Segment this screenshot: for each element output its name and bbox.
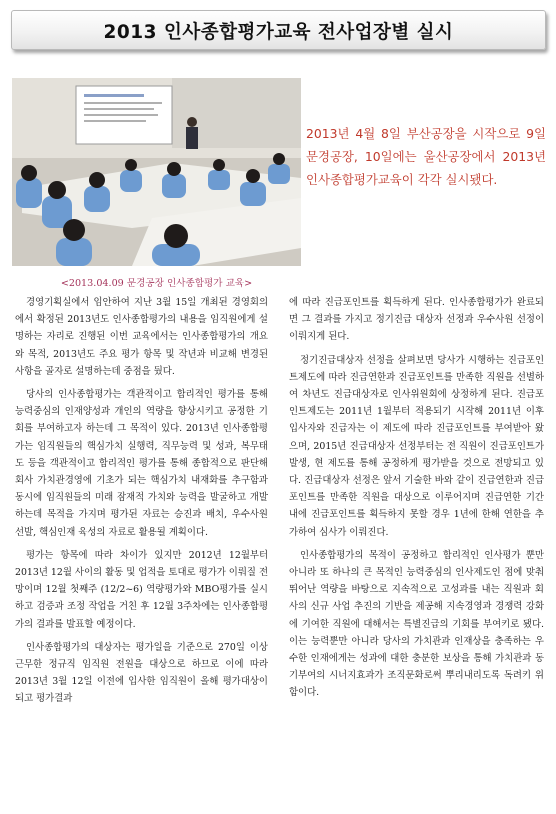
title-banner bbox=[11, 10, 546, 50]
article-paragraph: 정기진급대상자 선정을 살펴보면 당사가 시행하는 진급포인트제도에 따라 진급연한과 진급포인트를 만족한 직원을 선별하여 차년도 진급대상자로 인사위원회에 상정하게 된다. 진급포인트제도는 2011년 1월부터 적용되기 시작해 2011년 이후 입사자와 진급자는 이 제도에 따라 진급포인트를 부여받아 왔으며, 2015년 진급대상자 선정부터는 전 직원이 진급포인트가 발생, 현 제도를 통해 공정하게 평가받을 것으로 전망되고 있다. 진급대상자 선정은 앞서 기술한 바와 같이 진급연한과 진급포인트를 만족한 직원을 대상으로 이루어지며 진급연한 기간 내에 진급포인트를 획득하지 못할 경우 1년에 한해 연한을 추가하여 심사가 이뤄진다. bbox=[289, 354, 544, 538]
article-left-column bbox=[15, 294, 268, 714]
article-paragraph: 당사의 인사종합평가는 객관적이고 합리적인 평가를 통해 능력중심의 인재양성과 개인의 역량을 향상시키고 공정한 기회를 부여하고자 하는데 그 목적이 있다. 2013년 인사종합평가는 임직원들의 핵심가치 실행력, 직무능력 및 성과, 복무태도 등을 객관적이고 합리적인 평가를 통해 종합적으로 판단해 회사 가치관경영에 기초가 되는 핵심가치 내재화를 추구함과 동시에 임직원들의 미래 잠재적 가치와 능력을 발굴하고 개발하는데 목적을 가지며 평가된 자료는 승진과 배치, 우수사원 선발, 핵심인재 육성의 자료로 활용될 계획이다. bbox=[15, 389, 268, 538]
article-paragraph: 인사종합평가의 대상자는 평가일을 기준으로 270일 이상 근무한 정규직 임직원 전원을 대상으로 하므로 이에 따라 2013년 3월 12일 이전에 입사한 임직원이 올해 평가대상이 되고 평가결과 bbox=[15, 641, 268, 705]
page-title: 2013 인사종합평가교육 전사업장별 실시 bbox=[103, 22, 454, 43]
photo-caption: <2013.04.09 문경공장 인사종합평가 교육> bbox=[60, 278, 253, 289]
article-paragraph: 인사종합평가의 목적이 공정하고 합리적인 인사평가 뿐만 아니라 또 하나의 큰 목적인 능력중심의 인사제도인 점에 맞춰 뛰어난 역량을 바탕으로 지속적으로 고성과를 내는 직원과 회사의 신규 사업 추진의 기반을 제공해 지속경영과 경쟁력 강화에 기여한 직원에 대해서는 특별진급의 기회를 부여키로 됐다. 이는 능력뿐만 아니라 당사의 가치관과 인재상을 충족하는 우수한 인재에게는 성과에 대한 충분한 보상을 통해 가치관과 동기부여의 시너지효과가 조직문화로써 뿌리내리도록 독려키 위함이다. bbox=[289, 549, 544, 699]
article-right-column bbox=[289, 294, 544, 708]
lead-paragraph: 2013년 4월 8일 부산공장을 시작으로 9일 문경공장, 10일에는 울산공장에서 2013년 인사종합평가교육이 각각 실시됐다. bbox=[306, 126, 546, 187]
article-paragraph-continued: 에 따라 진급포인트를 획득하게 된다. 인사종합평가가 완료되면 그 결과를 가지고 정기진급 대상자 선정과 우수사원 선정이 이뤄지게 된다. bbox=[289, 297, 544, 343]
classroom-photo-illustration bbox=[12, 78, 301, 266]
article-paragraph: 경영기획실에서 임안하여 지난 3월 15일 개최된 경영회의에서 확정된 2013년도 인사종합평가의 내용을 임직원에게 설명하는 자리로 진행된 이번 교육에서는 인사종합평가의 개요와 목적, 2013년도 주요 평가 항목 및 작년과 비교해 변경된 사항을 골자로 설명하는데 중점을 뒀다. bbox=[15, 297, 268, 377]
training-session-photo bbox=[12, 78, 301, 266]
article-paragraph: 평가는 항목에 따라 차이가 있지만 2012년 12월부터 2013년 12월 사이의 활동 및 업적을 토대로 평가가 이뤄질 전망이며 12월 첫째주 (12/2~6) 역량평가와 MBO평가를 실시하고 검증과 조정 작업을 거친 후 12월 3주차에는 인사종합평가의 결과를 발표할 예정이다. bbox=[15, 549, 268, 630]
